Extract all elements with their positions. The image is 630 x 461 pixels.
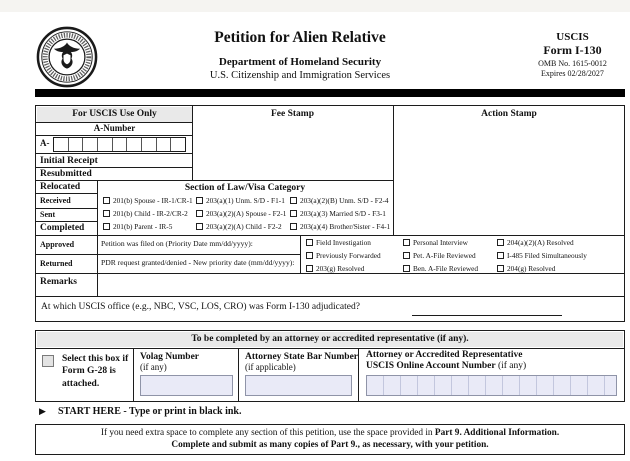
office-question: At which USCIS office (e.g., NBC, VSC, LOS, CRO) was Form I-130 adjudicated? — [41, 302, 360, 312]
volag-label: Volag Number — [140, 352, 200, 362]
law-option-label: 201(b) Spouse - IR-1/CR-1 — [113, 196, 193, 205]
checkbox-icon[interactable] — [306, 265, 313, 272]
law-option[interactable] — [196, 196, 285, 205]
adjudication-option-label: Ben. A-File Reviewed — [413, 264, 479, 273]
volag-input[interactable] — [140, 375, 233, 396]
checkbox-icon[interactable] — [290, 210, 297, 217]
row-returned: Returned — [40, 259, 73, 268]
law-option[interactable] — [196, 222, 282, 231]
row-initial-receipt: Initial Receipt — [40, 156, 98, 166]
expiration-date: Expires 02/28/2027 — [541, 69, 604, 78]
a-number-field[interactable] — [53, 137, 186, 152]
law-option-label: 203(a)(4) Brother/Sister - F4-1 — [300, 222, 391, 231]
law-option-label: 203(a)(3) Married S/D - F3-1 — [300, 209, 386, 218]
use-box-title: For USCIS Use Only — [72, 109, 157, 119]
a-number-label: A-Number — [93, 123, 136, 133]
law-option[interactable] — [290, 209, 386, 218]
approved-priority-date-text: Petition was filed on (Priority Date mm/dd/yyyy): — [101, 239, 253, 248]
volag-hint: (if any) — [140, 362, 167, 372]
checkbox-icon[interactable] — [306, 239, 313, 246]
checkbox-icon[interactable] — [196, 197, 203, 204]
adjudication-option-label: 203(g) Resolved — [316, 264, 365, 273]
dhs-seal-icon — [36, 26, 100, 90]
attorney-header: To be completed by an attorney or accredited representative (if any). — [191, 334, 469, 344]
checkbox-icon[interactable] — [497, 239, 504, 246]
account-number-label-bold: USCIS Online Account Number — [366, 361, 496, 371]
law-section-title: Section of Law/Visa Category — [184, 183, 306, 193]
adjudication-option[interactable] — [497, 251, 587, 260]
office-answer-line[interactable] — [412, 315, 562, 316]
row-resubmitted: Resubmitted — [40, 169, 92, 179]
bar-number-hint: (if applicable) — [245, 362, 296, 372]
law-option-label: 201(b) Child - IR-2/CR-2 — [113, 209, 188, 218]
form-title: Petition for Alien Relative — [214, 29, 386, 46]
fee-stamp-label: Fee Stamp — [270, 109, 314, 119]
row-sent: Sent — [40, 210, 56, 219]
g28-label: Select this box if Form G-28 is attached. — [62, 354, 129, 389]
adjudication-option[interactable] — [403, 238, 468, 247]
header-divider-bar — [35, 89, 625, 97]
form-number: Form I-130 — [543, 43, 602, 57]
law-option[interactable] — [290, 196, 389, 205]
checkbox-icon[interactable] — [196, 210, 203, 217]
adjudication-option-label: Previously Forwarded — [316, 251, 381, 260]
account-number-hint: (if any) — [495, 361, 527, 371]
start-arrow-icon: ▶ — [39, 406, 46, 416]
adjudication-option[interactable] — [497, 264, 555, 273]
row-completed: Completed — [40, 223, 85, 233]
law-option-label: 203(a)(2)(A) Child - F2-2 — [206, 222, 282, 231]
row-approved: Approved — [40, 240, 75, 249]
law-option[interactable] — [103, 209, 188, 218]
law-option-label: 203(a)(1) Unm. S/D - F1-1 — [206, 196, 285, 205]
omb-number: OMB No. 1615-0012 — [538, 59, 607, 68]
checkbox-icon[interactable] — [103, 223, 110, 230]
adjudication-option[interactable] — [306, 251, 381, 260]
adjudication-option[interactable] — [403, 264, 478, 273]
adjudication-option[interactable] — [403, 251, 476, 260]
extra-space-note-line1 — [40, 428, 620, 438]
checkbox-icon[interactable] — [103, 197, 110, 204]
checkbox-icon[interactable] — [306, 252, 313, 259]
bar-number-input[interactable] — [245, 375, 352, 396]
adjudication-option[interactable] — [306, 264, 364, 273]
account-number-input[interactable] — [366, 375, 617, 396]
checkbox-icon[interactable] — [403, 239, 410, 246]
law-option-label: 203(a)(2)(B) Unm. S/D - F2-4 — [300, 196, 389, 205]
checkbox-icon[interactable] — [290, 223, 297, 230]
start-here-text: START HERE - Type or print in black ink. — [58, 406, 242, 417]
checkbox-icon[interactable] — [196, 223, 203, 230]
adjudication-option-label: 204(g) Resolved — [507, 264, 556, 273]
g28-checkbox[interactable] — [42, 355, 54, 367]
row-relocated: Relocated — [40, 182, 81, 192]
adjudication-option-label: Pet. A-File Reviewed — [413, 251, 476, 260]
law-option[interactable] — [103, 222, 172, 231]
bar-number-label: Attorney State Bar Number — [245, 352, 359, 362]
checkbox-icon[interactable] — [103, 210, 110, 217]
a-prefix-label: A- — [40, 138, 50, 148]
row-received: Received — [40, 196, 71, 205]
extra-space-note-line2: Complete and submit as many copies of Part 9., as necessary, with your petition. — [171, 440, 489, 450]
account-number-label-line1: Attorney or Accredited Representative — [366, 350, 523, 360]
checkbox-icon[interactable] — [290, 197, 297, 204]
checkbox-icon[interactable] — [403, 252, 410, 259]
law-option-label: 203(a)(2)(A) Spouse - F2-1 — [206, 209, 287, 218]
form-department: Department of Homeland Security — [218, 56, 382, 68]
top-strip — [0, 0, 630, 12]
note-part9-bold: Part 9. Additional Information. — [434, 428, 560, 438]
law-option-label: 201(b) Parent - IR-5 — [113, 222, 173, 231]
checkbox-icon[interactable] — [403, 265, 410, 272]
checkbox-icon[interactable] — [497, 252, 504, 259]
law-option[interactable] — [290, 222, 390, 231]
adjudication-option-label: Field Investigation — [316, 238, 371, 247]
adjudication-option[interactable] — [306, 238, 371, 247]
checkbox-icon[interactable] — [497, 265, 504, 272]
adjudication-option[interactable] — [497, 238, 574, 247]
adjudication-option-label: Personal Interview — [413, 238, 468, 247]
returned-pdr-text: PDR request granted/denied - New priority date (mm/dd/yyyy): — [101, 258, 295, 267]
agency-label: USCIS — [556, 31, 589, 43]
note-prefix: If you need extra space to complete any section of this petition, use the space provided in — [100, 428, 435, 438]
adjudication-option-label: 204(a)(2)(A) Resolved — [507, 238, 574, 247]
row-remarks: Remarks — [40, 277, 77, 287]
form-agency-full: U.S. Citizenship and Immigration Services — [209, 70, 391, 81]
account-number-label-line2 — [366, 361, 526, 371]
adjudication-option-label: I-485 Filed Simultaneously — [507, 251, 587, 260]
law-option[interactable] — [196, 209, 286, 218]
law-option[interactable] — [103, 196, 193, 205]
action-stamp-label: Action Stamp — [481, 109, 537, 119]
